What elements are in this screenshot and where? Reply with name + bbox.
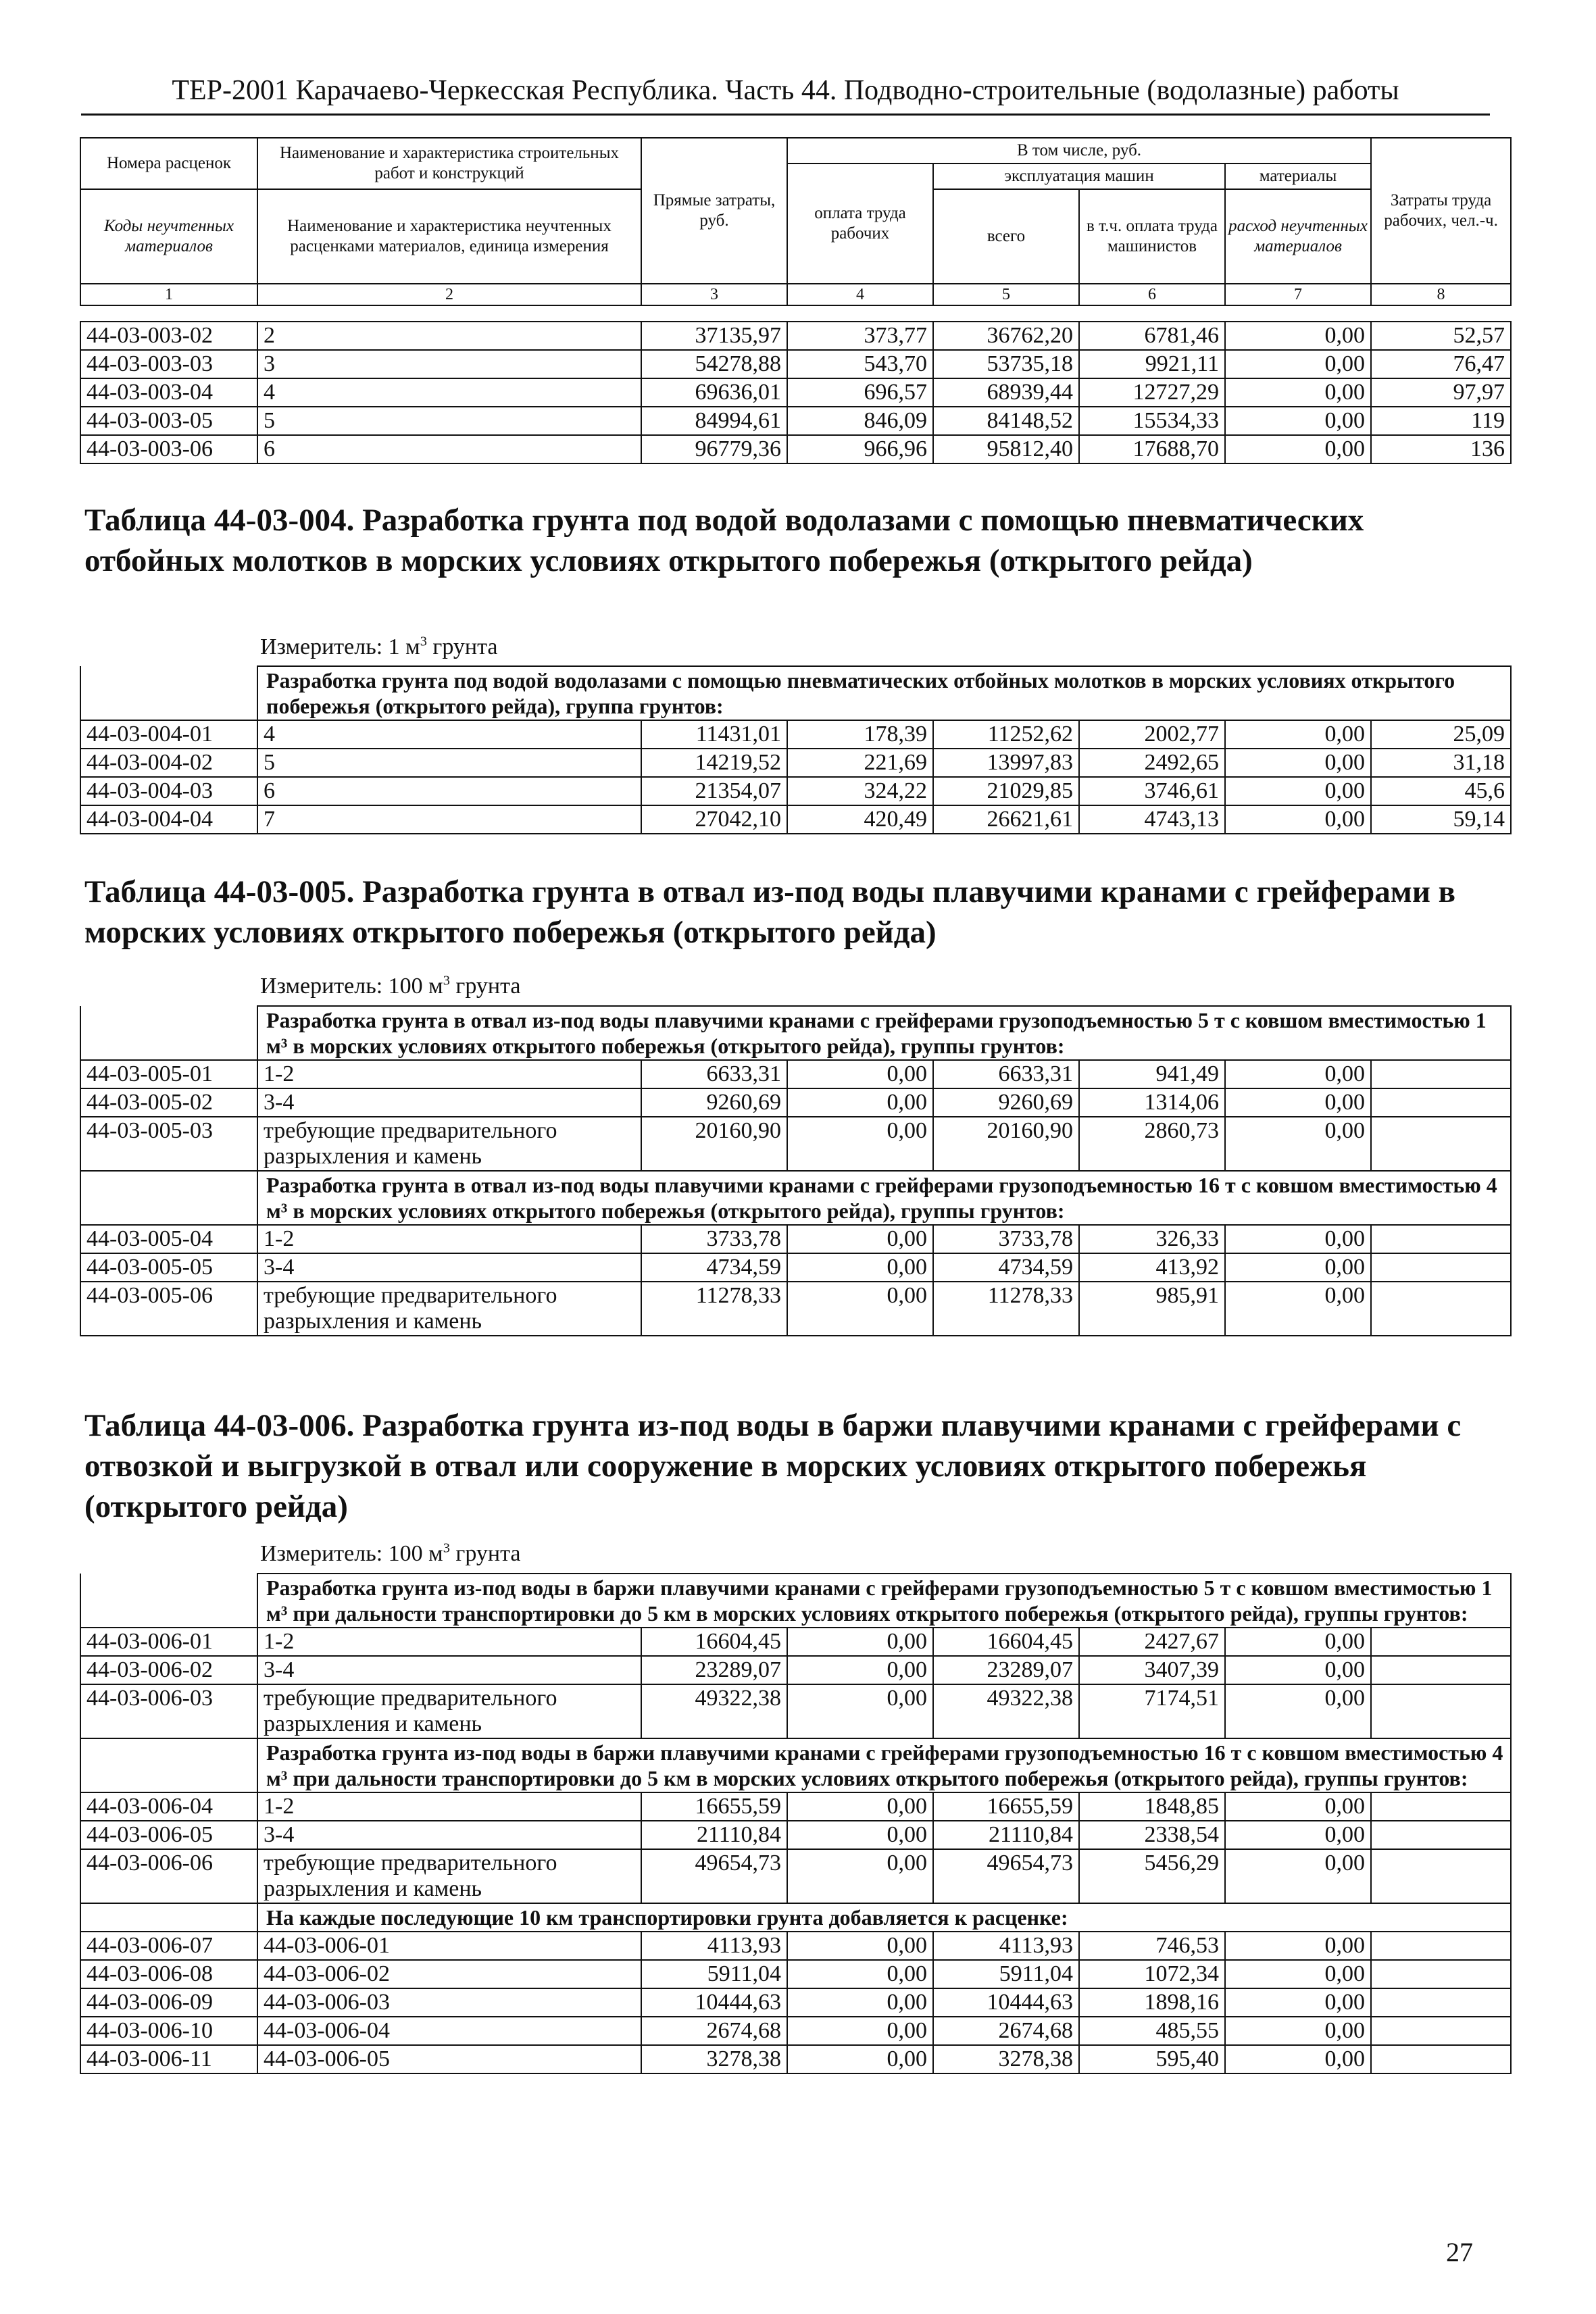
hdr-num: 2 <box>257 284 641 305</box>
value-cell: 53735,18 <box>933 350 1079 378</box>
hdr-codes-top: Номера расценок <box>80 138 257 189</box>
measure-unit: Измеритель: 100 $м^3$ грунта <box>260 1540 521 1566</box>
table-row <box>80 805 1511 834</box>
value-cell: 696,57 <box>787 378 933 407</box>
hdr-machines-total: всего <box>933 189 1079 284</box>
t006-rows3 <box>80 1932 1511 2073</box>
value-cell: 4743,13 <box>1079 805 1225 834</box>
rate-name-cell: 1-2 <box>257 1628 641 1656</box>
table-row <box>80 1932 1511 1960</box>
value-cell: 1848,85 <box>1079 1792 1225 1821</box>
rate-code-cell: 44-03-005-03 <box>80 1117 257 1171</box>
value-cell: 2427,67 <box>1079 1628 1225 1656</box>
value-cell: 0,00 <box>1225 805 1371 834</box>
value-cell: 26621,61 <box>933 805 1079 834</box>
value-cell: 746,53 <box>1079 1932 1225 1960</box>
value-cell <box>1371 2017 1511 2045</box>
table-code: Таблица 44-03-006. <box>84 1408 355 1443</box>
value-cell: 543,70 <box>787 350 933 378</box>
table-44-03-004-title <box>84 500 1503 581</box>
value-cell: 178,39 <box>787 720 933 749</box>
value-cell: 0,00 <box>787 1684 933 1738</box>
rate-name-cell: требующие предварительного разрыхления и камень <box>257 1117 641 1171</box>
value-cell: 0,00 <box>1225 2045 1371 2073</box>
rate-code-cell: 44-03-003-06 <box>80 435 257 463</box>
page-number: 27 <box>1446 2237 1473 2267</box>
rate-name-cell: 1-2 <box>257 1060 641 1088</box>
value-cell: 985,91 <box>1079 1282 1225 1336</box>
t004-rows <box>80 720 1511 834</box>
value-cell: 0,00 <box>1225 1932 1371 1960</box>
hdr-labor-pay: оплата труда рабочих <box>787 164 933 284</box>
value-cell: 0,00 <box>787 1060 933 1088</box>
value-cell <box>1371 1088 1511 1117</box>
value-cell: 49654,73 <box>933 1849 1079 1903</box>
table-row <box>80 1792 1511 1821</box>
value-cell: 2674,68 <box>933 2017 1079 2045</box>
table-row <box>80 749 1511 777</box>
value-cell: 59,14 <box>1371 805 1511 834</box>
value-cell: 0,00 <box>1225 1821 1371 1849</box>
value-cell: 37135,97 <box>641 322 787 350</box>
rate-name-cell: 1-2 <box>257 1792 641 1821</box>
rate-name-cell: 5 <box>257 749 641 777</box>
subheading: На каждые последующие 10 км транспортировки грунта добавляется к расценке: <box>257 1903 1511 1932</box>
table-row <box>80 720 1511 749</box>
header-rule <box>81 114 1490 116</box>
rate-name-cell: 44-03-006-04 <box>257 2017 641 2045</box>
rate-name-cell: 2 <box>257 322 641 350</box>
value-cell: 14219,52 <box>641 749 787 777</box>
table-row <box>80 1225 1511 1253</box>
value-cell: 10444,63 <box>933 1988 1079 2017</box>
value-cell: 6633,31 <box>641 1060 787 1088</box>
value-cell: 0,00 <box>1225 435 1371 463</box>
hdr-name-top: Наименование и характеристика строительных работ и конструкций <box>257 138 641 189</box>
rate-code-cell: 44-03-005-04 <box>80 1225 257 1253</box>
value-cell: 25,09 <box>1371 720 1511 749</box>
hdr-num: 7 <box>1225 284 1371 305</box>
value-cell: 20160,90 <box>641 1117 787 1171</box>
rate-code-cell: 44-03-006-09 <box>80 1988 257 2017</box>
table-row <box>80 1628 1511 1656</box>
value-cell: 27042,10 <box>641 805 787 834</box>
hdr-operators-pay: в т.ч. оплата труда машинистов <box>1079 189 1225 284</box>
value-cell: 0,00 <box>787 1088 933 1117</box>
value-cell: 6633,31 <box>933 1060 1079 1088</box>
rate-code-cell: 44-03-006-06 <box>80 1849 257 1903</box>
value-cell: 0,00 <box>787 1960 933 1988</box>
table-row <box>80 1821 1511 1849</box>
value-cell: 84994,61 <box>641 407 787 435</box>
rate-name-cell: 3-4 <box>257 1253 641 1282</box>
value-cell: 0,00 <box>1225 350 1371 378</box>
hdr-unaccounted-materials: расход неучтенных материалов <box>1225 189 1371 284</box>
value-cell: 0,00 <box>1225 1628 1371 1656</box>
value-cell: 68939,44 <box>933 378 1079 407</box>
value-cell: 4734,59 <box>641 1253 787 1282</box>
value-cell: 0,00 <box>1225 407 1371 435</box>
table-row <box>80 1253 1511 1282</box>
value-cell: 49322,38 <box>641 1684 787 1738</box>
table-row <box>80 1282 1511 1336</box>
value-cell: 3278,38 <box>641 2045 787 2073</box>
table-title: Разработка грунта в отвал из-под воды плавучими кранами с грейферами в морских условиях открытого побережья (открытого рейда) <box>84 874 1456 950</box>
value-cell: 0,00 <box>787 1628 933 1656</box>
value-cell: 20160,90 <box>933 1117 1079 1171</box>
value-cell: 16604,45 <box>641 1628 787 1656</box>
value-cell: 4113,93 <box>641 1932 787 1960</box>
value-cell: 326,33 <box>1079 1225 1225 1253</box>
rate-code-cell: 44-03-003-04 <box>80 378 257 407</box>
value-cell: 595,40 <box>1079 2045 1225 2073</box>
value-cell: 2492,65 <box>1079 749 1225 777</box>
value-cell: 84148,52 <box>933 407 1079 435</box>
table-row <box>80 1088 1511 1117</box>
value-cell: 0,00 <box>1225 1060 1371 1088</box>
value-cell: 373,77 <box>787 322 933 350</box>
rate-name-cell: 3-4 <box>257 1821 641 1849</box>
measure-unit: Измеритель: 1 $м^3$ грунта <box>260 634 498 659</box>
value-cell: 45,6 <box>1371 777 1511 805</box>
rate-code-cell: 44-03-006-11 <box>80 2045 257 2073</box>
rate-name-cell: 5 <box>257 407 641 435</box>
hdr-num: 4 <box>787 284 933 305</box>
value-cell: 221,69 <box>787 749 933 777</box>
table-code: Таблица 44-03-004. <box>84 503 355 538</box>
value-cell: 0,00 <box>1225 1988 1371 2017</box>
t005-rows1 <box>80 1060 1511 1171</box>
value-cell: 3733,78 <box>641 1225 787 1253</box>
value-cell: 9921,11 <box>1079 350 1225 378</box>
rate-name-cell: 6 <box>257 435 641 463</box>
value-cell: 0,00 <box>1225 1253 1371 1282</box>
value-cell: 0,00 <box>787 1821 933 1849</box>
value-cell: 97,97 <box>1371 378 1511 407</box>
value-cell: 0,00 <box>787 2045 933 2073</box>
table-row <box>80 1060 1511 1088</box>
value-cell: 11252,62 <box>933 720 1079 749</box>
rate-name-cell: 44-03-006-03 <box>257 1988 641 2017</box>
value-cell: 0,00 <box>1225 1117 1371 1171</box>
value-cell: 0,00 <box>1225 1088 1371 1117</box>
hdr-direct-costs: Прямые затраты, руб. <box>641 138 787 284</box>
table-44-03-003 <box>80 321 1512 464</box>
value-cell: 11278,33 <box>933 1282 1079 1336</box>
value-cell <box>1371 1225 1511 1253</box>
value-cell: 0,00 <box>1225 2017 1371 2045</box>
value-cell: 119 <box>1371 407 1511 435</box>
value-cell: 13997,83 <box>933 749 1079 777</box>
rate-name-cell: 3-4 <box>257 1656 641 1684</box>
table-44-03-006 <box>80 1573 1512 2074</box>
table-44-03-006-title <box>84 1405 1503 1527</box>
value-cell: 0,00 <box>1225 1849 1371 1903</box>
value-cell: 9260,69 <box>641 1088 787 1117</box>
value-cell: 12727,29 <box>1079 378 1225 407</box>
rate-name-cell: 4 <box>257 720 641 749</box>
table-title: Разработка грунта из-под воды в баржи плавучими кранами с грейферами с отвозкой и выгрузкой в отвал или сооружение в морских условиях открытого побережья (открытого рейда) <box>84 1408 1462 1524</box>
hdr-name-bottom: Наименование и характеристика неучтенных расценками материалов, единица измерения <box>257 189 641 284</box>
subheading: Разработка грунта в отвал из-под воды плавучими кранами с грейферами грузоподъемностью 16 т с ковшом вместимостью 4 м³ в морских условиях открытого побережья (открытого рейда), группы грунтов: <box>257 1171 1511 1225</box>
value-cell: 0,00 <box>787 1117 933 1171</box>
value-cell: 1898,16 <box>1079 1988 1225 2017</box>
table-row <box>80 350 1511 378</box>
value-cell: 11278,33 <box>641 1282 787 1336</box>
value-cell: 0,00 <box>1225 1960 1371 1988</box>
value-cell <box>1371 1821 1511 1849</box>
value-cell: 21354,07 <box>641 777 787 805</box>
table-title: Разработка грунта под водой водолазами с помощью пневматических отбойных молотков в морских условиях открытого побережья (открытого рейда) <box>84 503 1364 578</box>
value-cell <box>1371 1282 1511 1336</box>
table-code: Таблица 44-03-005. <box>84 874 355 909</box>
rate-name-cell: 44-03-006-05 <box>257 2045 641 2073</box>
rate-code-cell: 44-03-005-05 <box>80 1253 257 1282</box>
table-row <box>80 1117 1511 1171</box>
value-cell: 21110,84 <box>933 1821 1079 1849</box>
value-cell: 95812,40 <box>933 435 1079 463</box>
value-cell: 0,00 <box>1225 1282 1371 1336</box>
value-cell: 0,00 <box>1225 378 1371 407</box>
rate-name-cell: 4 <box>257 378 641 407</box>
measure-unit: Измеритель: 100 $м^3$ грунта <box>260 973 521 999</box>
value-cell: 23289,07 <box>933 1656 1079 1684</box>
value-cell: 3407,39 <box>1079 1656 1225 1684</box>
table-44-03-005-title <box>84 872 1503 953</box>
value-cell <box>1371 1960 1511 1988</box>
rate-code-cell: 44-03-003-05 <box>80 407 257 435</box>
rate-name-cell: 44-03-006-02 <box>257 1960 641 1988</box>
rate-name-cell: 7 <box>257 805 641 834</box>
table-row <box>80 435 1511 463</box>
hdr-materials: материалы <box>1225 164 1371 189</box>
value-cell: 2860,73 <box>1079 1117 1225 1171</box>
value-cell: 49654,73 <box>641 1849 787 1903</box>
value-cell: 7174,51 <box>1079 1684 1225 1738</box>
value-cell: 21029,85 <box>933 777 1079 805</box>
rate-name-cell: 3-4 <box>257 1088 641 1117</box>
table-44-03-005 <box>80 1005 1512 1336</box>
value-cell: 0,00 <box>787 2017 933 2045</box>
value-cell: 76,47 <box>1371 350 1511 378</box>
value-cell <box>1371 1988 1511 2017</box>
value-cell: 23289,07 <box>641 1656 787 1684</box>
rate-code-cell: 44-03-006-10 <box>80 2017 257 2045</box>
table-row <box>80 1656 1511 1684</box>
subheading: Разработка грунта под водой водолазами с помощью пневматических отбойных молотков в морских условиях открытого побережья (открытого рейда), группа грунтов: <box>257 666 1511 720</box>
value-cell: 4734,59 <box>933 1253 1079 1282</box>
value-cell: 0,00 <box>787 1282 933 1336</box>
value-cell: 0,00 <box>787 1988 933 2017</box>
value-cell: 0,00 <box>1225 720 1371 749</box>
value-cell: 96779,36 <box>641 435 787 463</box>
value-cell <box>1371 1117 1511 1171</box>
rate-code-cell: 44-03-005-02 <box>80 1088 257 1117</box>
running-header: ТЕР-2001 Карачаево-Черкесская Республика. Часть 44. Подводно-строительные (водолазные) работы <box>172 75 1399 106</box>
column-header-table <box>80 137 1512 306</box>
table-row <box>80 1988 1511 2017</box>
value-cell: 16655,59 <box>641 1792 787 1821</box>
value-cell: 52,57 <box>1371 322 1511 350</box>
table-row <box>80 777 1511 805</box>
value-cell: 2002,77 <box>1079 720 1225 749</box>
table-row <box>80 407 1511 435</box>
value-cell: 136 <box>1371 435 1511 463</box>
value-cell <box>1371 1656 1511 1684</box>
value-cell: 941,49 <box>1079 1060 1225 1088</box>
value-cell: 5911,04 <box>933 1960 1079 1988</box>
value-cell: 16604,45 <box>933 1628 1079 1656</box>
t006-rows1 <box>80 1628 1511 1738</box>
value-cell <box>1371 1792 1511 1821</box>
value-cell: 2338,54 <box>1079 1821 1225 1849</box>
value-cell: 9260,69 <box>933 1088 1079 1117</box>
hdr-num: 3 <box>641 284 787 305</box>
value-cell: 3278,38 <box>933 2045 1079 2073</box>
value-cell: 17688,70 <box>1079 435 1225 463</box>
value-cell: 5911,04 <box>641 1960 787 1988</box>
rate-name-cell: 1-2 <box>257 1225 641 1253</box>
hdr-num: 5 <box>933 284 1079 305</box>
hdr-including: В том числе, руб. <box>787 138 1371 164</box>
subheading: Разработка грунта в отвал из-под воды плавучими кранами с грейферами грузоподъемностью 5 т с ковшом вместимостью 1 м³ в морских условиях открытого побережья (открытого рейда), группы грунтов: <box>257 1006 1511 1060</box>
rate-name-cell: требующие предварительного разрыхления и камень <box>257 1849 641 1903</box>
value-cell <box>1371 1060 1511 1088</box>
value-cell: 485,55 <box>1079 2017 1225 2045</box>
value-cell: 1314,06 <box>1079 1088 1225 1117</box>
rate-code-cell: 44-03-006-05 <box>80 1821 257 1849</box>
rate-name-cell: 44-03-006-01 <box>257 1932 641 1960</box>
value-cell: 0,00 <box>1225 1225 1371 1253</box>
table-row <box>80 2017 1511 2045</box>
hdr-num: 6 <box>1079 284 1225 305</box>
value-cell: 324,22 <box>787 777 933 805</box>
value-cell: 0,00 <box>787 1253 933 1282</box>
value-cell: 0,00 <box>1225 1656 1371 1684</box>
rate-name-cell: требующие предварительного разрыхления и камень <box>257 1684 641 1738</box>
value-cell: 0,00 <box>1225 1792 1371 1821</box>
t005-rows2 <box>80 1225 1511 1336</box>
value-cell: 1072,34 <box>1079 1960 1225 1988</box>
rate-code-cell: 44-03-005-06 <box>80 1282 257 1336</box>
value-cell: 0,00 <box>787 1932 933 1960</box>
hdr-labor: Затраты труда рабочих, чел.-ч. <box>1371 138 1511 284</box>
rate-name-cell: 6 <box>257 777 641 805</box>
rate-code-cell: 44-03-006-04 <box>80 1792 257 1821</box>
rate-code-cell: 44-03-006-03 <box>80 1684 257 1738</box>
value-cell <box>1371 1684 1511 1738</box>
value-cell: 966,96 <box>787 435 933 463</box>
value-cell: 10444,63 <box>641 1988 787 2017</box>
table-row <box>80 1849 1511 1903</box>
rate-code-cell: 44-03-004-03 <box>80 777 257 805</box>
value-cell: 36762,20 <box>933 322 1079 350</box>
value-cell <box>1371 1932 1511 1960</box>
value-cell: 0,00 <box>1225 777 1371 805</box>
rate-name-cell: требующие предварительного разрыхления и камень <box>257 1282 641 1336</box>
value-cell: 6781,46 <box>1079 322 1225 350</box>
rate-code-cell: 44-03-006-07 <box>80 1932 257 1960</box>
value-cell <box>1371 1628 1511 1656</box>
t003-rows <box>80 322 1511 463</box>
t006-rows2 <box>80 1792 1511 1903</box>
value-cell: 846,09 <box>787 407 933 435</box>
table-row <box>80 1684 1511 1738</box>
table-row <box>80 322 1511 350</box>
value-cell: 4113,93 <box>933 1932 1079 1960</box>
subheading: Разработка грунта из-под воды в баржи плавучими кранами с грейферами грузоподъемностью 5 т с ковшом вместимостью 1 м³ при дальности транспортировки до 5 км в морских условиях открытого побережья (открытого рейда), группы грунтов: <box>257 1574 1511 1628</box>
value-cell: 0,00 <box>787 1225 933 1253</box>
value-cell <box>1371 2045 1511 2073</box>
value-cell: 31,18 <box>1371 749 1511 777</box>
subheading: Разработка грунта из-под воды в баржи плавучими кранами с грейферами грузоподъемностью 16 т с ковшом вместимостью 4 м³ при дальности транспортировки до 5 км в морских условиях открытого побережья (открытого рейда), группы грунтов: <box>257 1738 1511 1792</box>
value-cell: 16655,59 <box>933 1792 1079 1821</box>
value-cell: 0,00 <box>1225 1684 1371 1738</box>
value-cell: 11431,01 <box>641 720 787 749</box>
hdr-num: 1 <box>80 284 257 305</box>
rate-code-cell: 44-03-003-02 <box>80 322 257 350</box>
value-cell: 0,00 <box>1225 322 1371 350</box>
value-cell: 21110,84 <box>641 1821 787 1849</box>
rate-code-cell: 44-03-004-01 <box>80 720 257 749</box>
hdr-num: 8 <box>1371 284 1511 305</box>
value-cell: 2674,68 <box>641 2017 787 2045</box>
table-row <box>80 378 1511 407</box>
table-row <box>80 2045 1511 2073</box>
value-cell: 5456,29 <box>1079 1849 1225 1903</box>
rate-code-cell: 44-03-006-08 <box>80 1960 257 1988</box>
rate-code-cell: 44-03-004-04 <box>80 805 257 834</box>
rate-code-cell: 44-03-006-01 <box>80 1628 257 1656</box>
rate-name-cell: 3 <box>257 350 641 378</box>
table-44-03-004 <box>80 665 1512 834</box>
value-cell <box>1371 1849 1511 1903</box>
rate-code-cell: 44-03-004-02 <box>80 749 257 777</box>
value-cell: 0,00 <box>787 1792 933 1821</box>
value-cell: 69636,01 <box>641 378 787 407</box>
rate-code-cell: 44-03-003-03 <box>80 350 257 378</box>
table-row <box>80 1960 1511 1988</box>
value-cell: 49322,38 <box>933 1684 1079 1738</box>
value-cell: 3746,61 <box>1079 777 1225 805</box>
rate-code-cell: 44-03-006-02 <box>80 1656 257 1684</box>
value-cell <box>1371 1253 1511 1282</box>
value-cell: 15534,33 <box>1079 407 1225 435</box>
value-cell: 0,00 <box>787 1656 933 1684</box>
value-cell: 0,00 <box>787 1849 933 1903</box>
rate-code-cell: 44-03-005-01 <box>80 1060 257 1088</box>
value-cell: 54278,88 <box>641 350 787 378</box>
hdr-machines: эксплуатация машин <box>933 164 1225 189</box>
value-cell: 420,49 <box>787 805 933 834</box>
value-cell: 3733,78 <box>933 1225 1079 1253</box>
value-cell: 413,92 <box>1079 1253 1225 1282</box>
hdr-codes-bottom: Коды неучтенных материалов <box>80 189 257 284</box>
value-cell: 0,00 <box>1225 749 1371 777</box>
hdr-number-row <box>80 284 1511 305</box>
